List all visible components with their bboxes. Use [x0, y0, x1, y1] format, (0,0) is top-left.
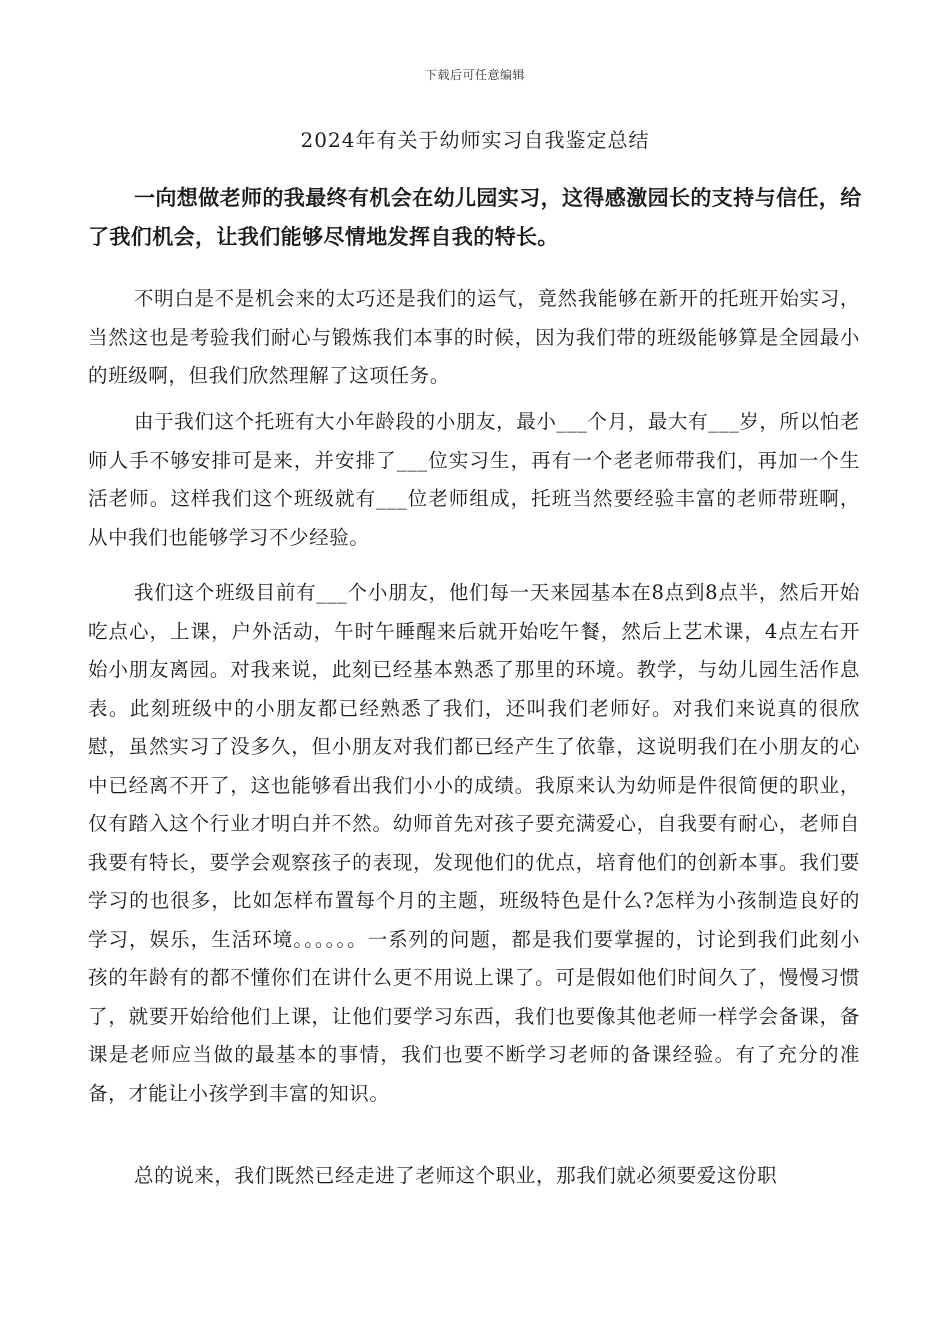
body-paragraph-4: 总的说来，我们既然已经走进了老师这个职业，那我们就必须要爱这份职	[134, 1164, 778, 1187]
header-note: 下载后可任意编辑	[424, 68, 525, 82]
document-title: 2024年有关于幼师实习自我鉴定总结	[300, 128, 650, 152]
lead-paragraph: 一向想做老师的我最终有机会在幼儿园实习，这得感激园长的支持与信任，给了我们机会，让我们能够尽情地发挥自我的特长。	[88, 185, 862, 249]
body-paragraph-2: 由于我们这个托班有大小年龄段的小朋友，最小___个月，最大有___岁，所以怕老师人手不够安排可是来，并安排了___位实习生，再有一个老老师带我们，再加一个生活老师。这样我们这个班级就有___位老师组成，托班当然要经验丰富的老师带班啊，从中我们也能够学习不少经验。	[88, 410, 860, 549]
body-paragraph-3: 我们这个班级目前有___个小朋友，他们每一天来园基本在8点到8点半，然后开始吃点心，上课，户外活动，午时午睡醒来后就开始吃午餐，然后上艺术课，4点左右开始小朋友离园。对我来说，此刻已经基本熟悉了那里的环境。教学，与幼儿园生活作息表。此刻班级中的小朋友都已经熟悉了我们，还叫我们老师好。对我们来说真的很欣慰，虽然实习了没多久，但小朋友对我们都已经产生了依靠，这说明我们在小朋友的心中已经离不开了，这也能够看出我们小小的成绩。我原来认为幼师是件很简便的职业，仅有踏入这个行业才明白并不然。幼师首先对孩子要充满爱心，自我要有耐心，老师自我要有特长，要学会观察孩子的表现，发现他们的优点，培育他们的创新本事。我们要学习的也很多，比如怎样布置每个月的主题，班级特色是什么?怎样为小孩制造良好的学习，娱乐，生活环境。。。。。。一系列的问题，都是我们要掌握的，讨论到我们此刻小孩的年龄有的都不懂你们在讲什么更不用说上课了。可是假如他们时间久了，慢慢习惯了，就要开始给他们上课，让他们要学习东西，我们也要像其他老师一样学会备课，备课是老师应当做的最基本的事情，我们也要不断学习老师的备课经验。有了充分的准备，才能让小孩学到丰富的知识。	[88, 581, 860, 1105]
body-paragraph-1: 不明白是不是机会来的太巧还是我们的运气，竟然我能够在新开的托班开始实习，当然这也是考验我们耐心与锻炼我们本事的时候，因为我们带的班级能够算是全园最小的班级啊，但我们欣然理解了这项任务。	[88, 287, 860, 387]
